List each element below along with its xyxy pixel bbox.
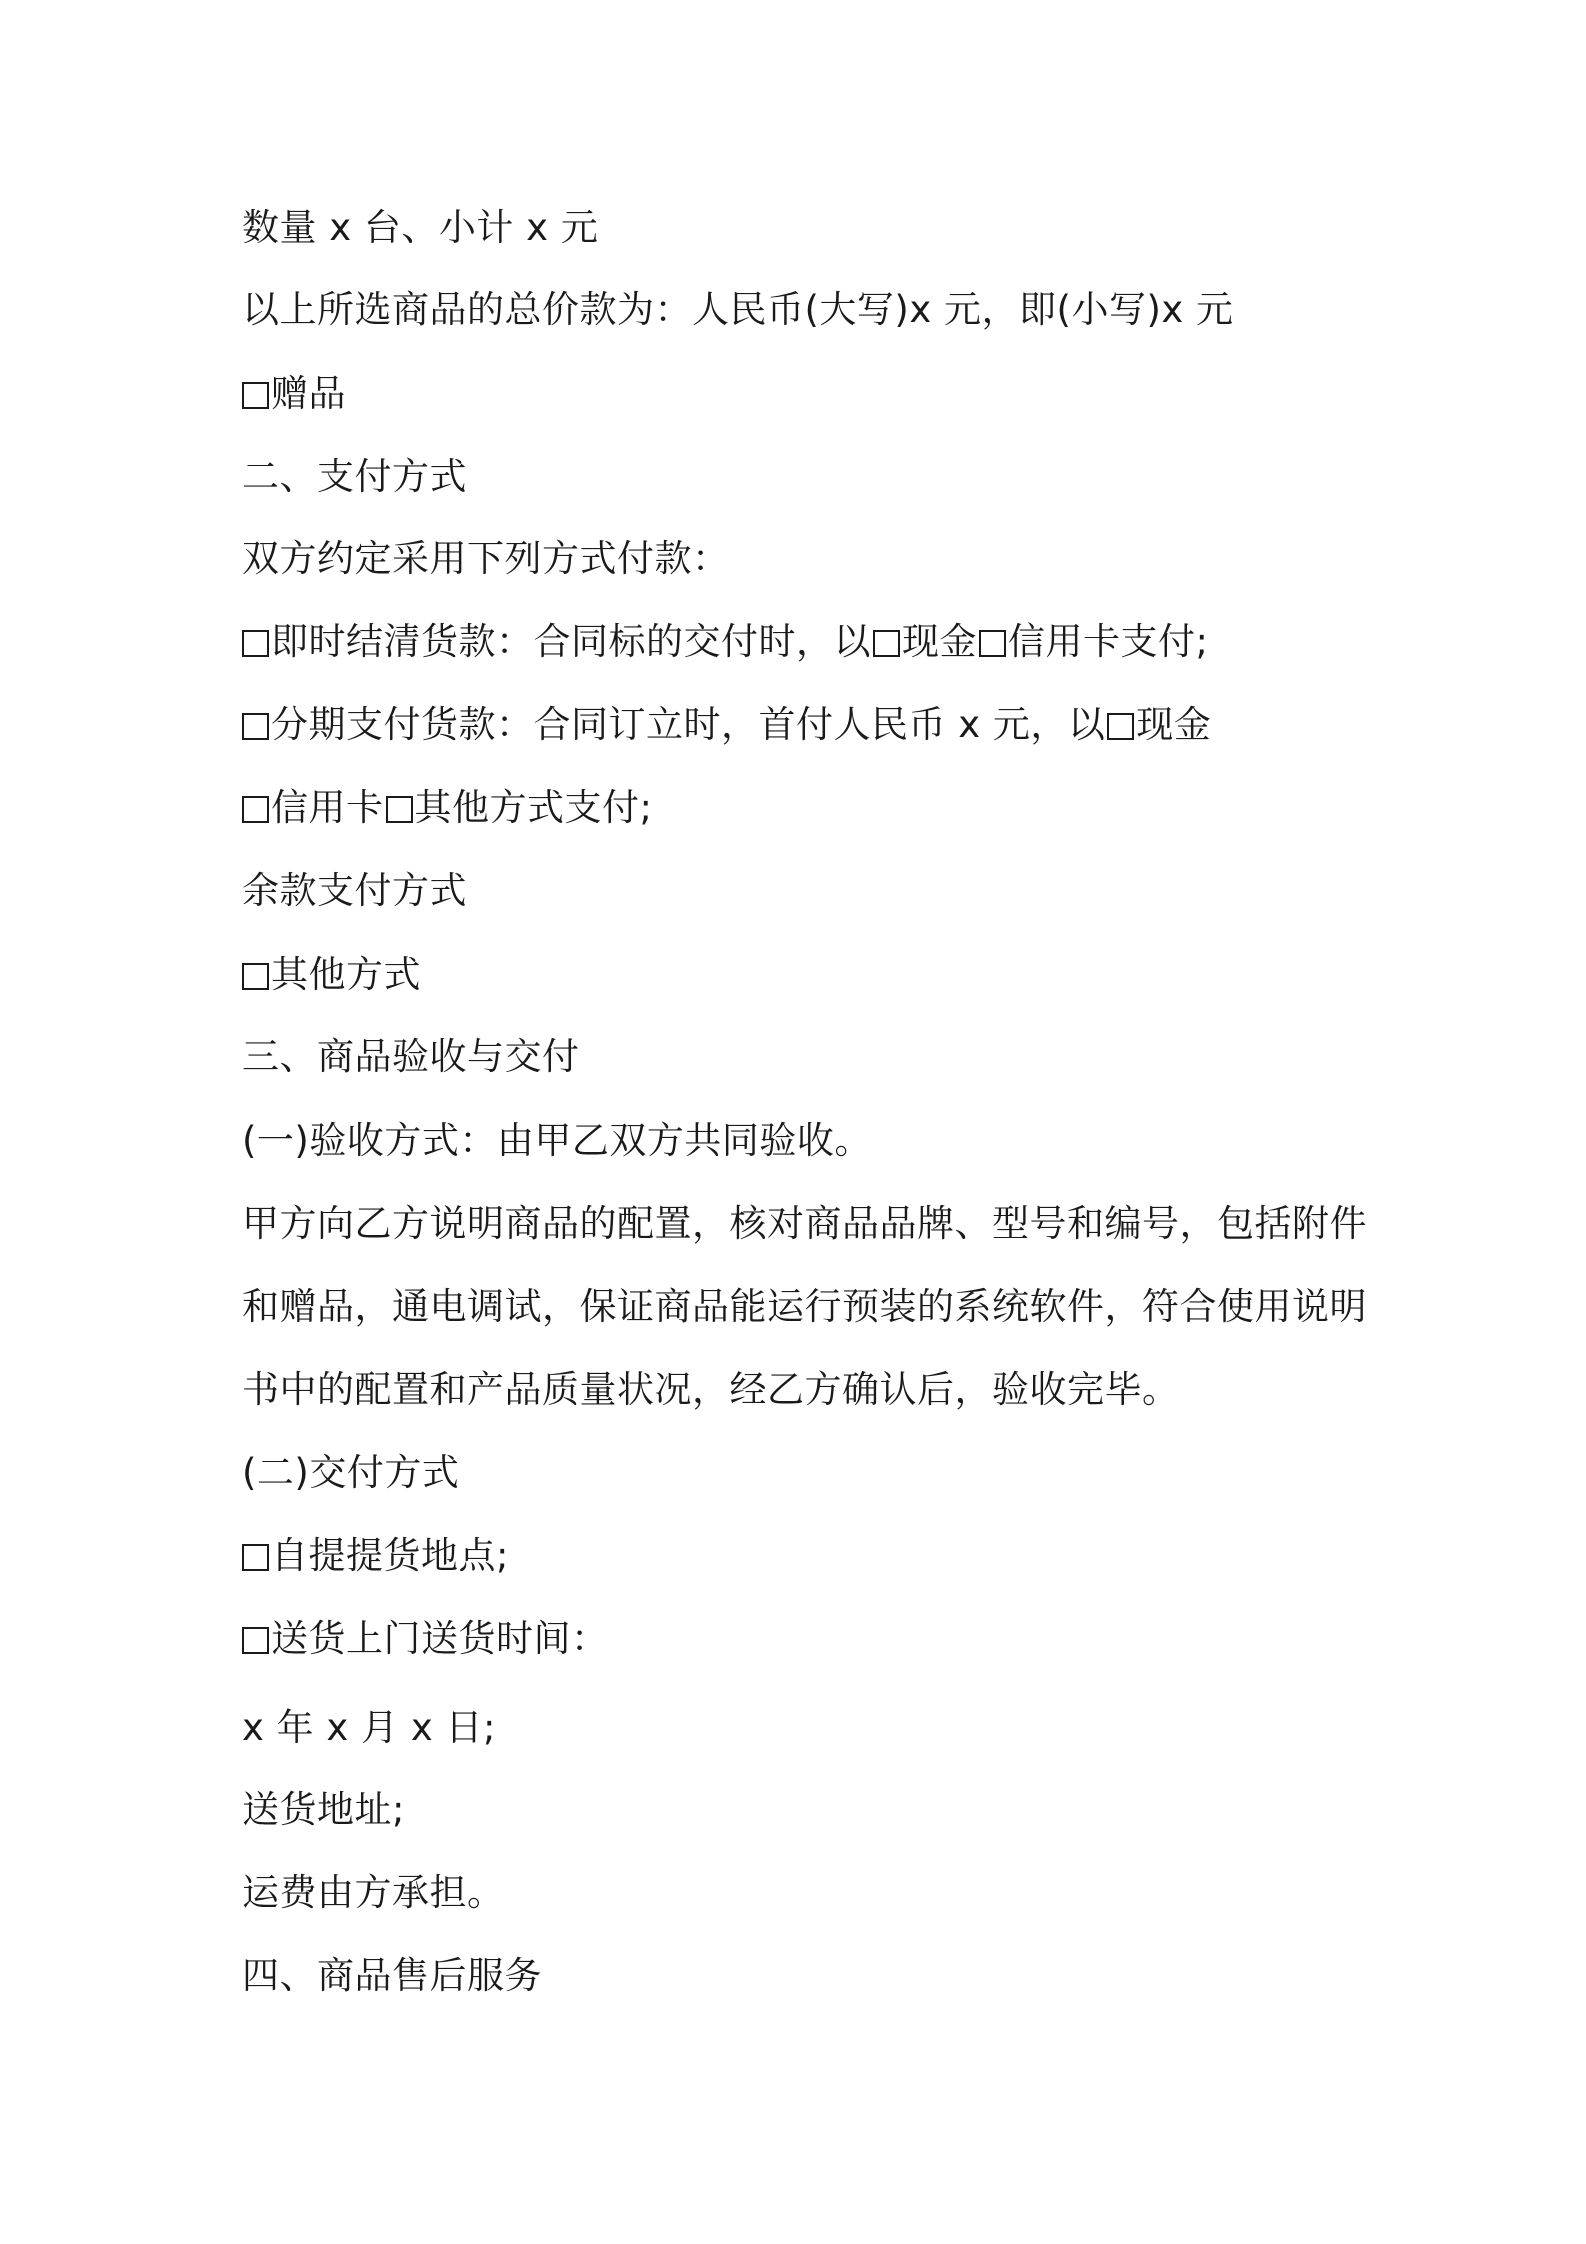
credit-card-checkbox[interactable] xyxy=(979,630,1006,657)
heading-text: 二、支付方式 xyxy=(242,455,467,498)
acceptance-paragraph-line-2 xyxy=(242,1283,1367,1331)
text: 甲方向乙方说明商品的配置，核对商品品牌、型号和编号，包括附件 xyxy=(242,1202,1367,1245)
delivery-method-heading xyxy=(242,1449,459,1497)
installment-other-label: 其他方式支付; xyxy=(414,786,653,829)
installment-credit-card-label: 信用卡 xyxy=(271,786,384,829)
installment-payment-label: 分期支付货款：合同订立时，首付人民币 x 元，以 xyxy=(271,703,1106,746)
text: (二)交付方式 xyxy=(242,1451,460,1494)
heading-text: 三、商品验收与交付 xyxy=(242,1035,580,1078)
total-price-line xyxy=(242,286,1234,334)
other-method-option xyxy=(242,951,421,999)
installment-cash-checkbox[interactable] xyxy=(1107,713,1134,740)
freight-line xyxy=(242,1869,505,1917)
home-delivery-label: 送货上门送货时间： xyxy=(271,1617,609,1660)
delivery-address-line xyxy=(242,1786,405,1834)
text: 运费由方承担。 xyxy=(242,1871,505,1914)
home-delivery-checkbox[interactable] xyxy=(242,1627,269,1654)
payment-intro-line xyxy=(242,535,730,583)
installment-cash-label: 现金 xyxy=(1136,703,1212,746)
text: 余款支付方式 xyxy=(242,869,467,912)
home-delivery-option xyxy=(242,1615,609,1663)
quantity-subtotal-line xyxy=(242,204,598,252)
installment-other-checkbox[interactable] xyxy=(386,796,413,823)
acceptance-method-line xyxy=(242,1117,872,1165)
immediate-payment-option xyxy=(242,618,1208,666)
immediate-payment-label: 即时结清货款：合同标的交付时，以 xyxy=(271,620,871,663)
self-pickup-option xyxy=(242,1532,509,1580)
text: 送货地址; xyxy=(242,1788,405,1831)
self-pickup-checkbox[interactable] xyxy=(242,1544,269,1571)
installment-payment-checkbox[interactable] xyxy=(242,713,269,740)
installment-credit-card-checkbox[interactable] xyxy=(242,796,269,823)
text: 以上所选商品的总价款为：人民币(大写)x 元，即(小写)x 元 xyxy=(242,288,1234,331)
cash-label: 现金 xyxy=(902,620,977,663)
text: 书中的配置和产品质量状况，经乙方确认后，验收完毕。 xyxy=(242,1368,1180,1411)
acceptance-paragraph-line-1 xyxy=(242,1200,1367,1248)
gift-option xyxy=(242,370,346,418)
section-heading-after-sales xyxy=(242,1952,542,2000)
balance-payment-line xyxy=(242,867,467,915)
gift-label: 赠品 xyxy=(271,372,346,415)
credit-card-label: 信用卡支付; xyxy=(1008,620,1209,663)
cash-checkbox[interactable] xyxy=(873,630,900,657)
installment-payment-option-cont xyxy=(242,784,652,832)
text: 双方约定采用下列方式付款： xyxy=(242,537,730,580)
self-pickup-label: 自提提货地点; xyxy=(271,1534,509,1577)
text: (一)验收方式：由甲乙双方共同验收。 xyxy=(242,1119,872,1162)
section-heading-payment xyxy=(242,453,467,501)
text: x 年 x 月 x 日; xyxy=(242,1706,496,1749)
delivery-date-line xyxy=(242,1704,496,1752)
acceptance-paragraph-line-3 xyxy=(242,1366,1180,1414)
immediate-payment-checkbox[interactable] xyxy=(242,630,269,657)
heading-text: 四、商品售后服务 xyxy=(242,1954,542,1997)
installment-payment-option xyxy=(242,701,1211,749)
section-heading-acceptance xyxy=(242,1033,580,1081)
text: 数量 x 台、小计 x 元 xyxy=(242,206,599,249)
other-method-label: 其他方式 xyxy=(271,953,421,996)
gift-checkbox[interactable] xyxy=(242,382,269,409)
other-method-checkbox[interactable] xyxy=(242,963,269,990)
text: 和赠品，通电调试，保证商品能运行预装的系统软件，符合使用说明 xyxy=(242,1285,1367,1328)
